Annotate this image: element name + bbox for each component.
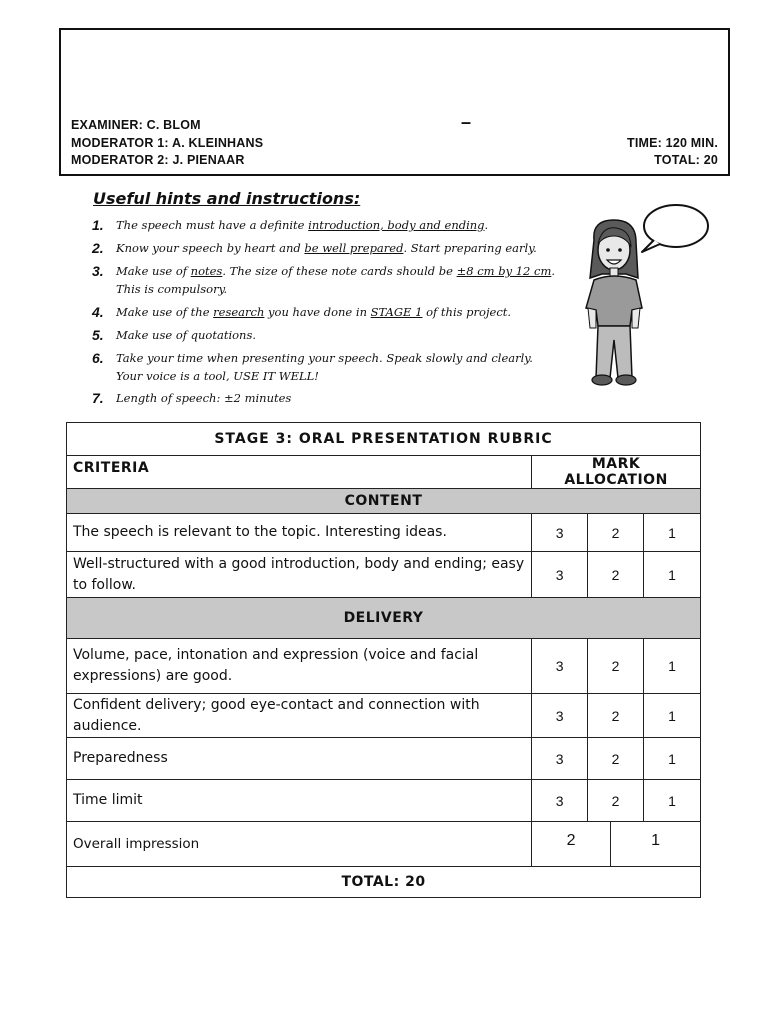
mark-cell: 3: [532, 780, 588, 822]
overall-marks-cell: [532, 822, 701, 867]
criteria-header: CRITERIA: [67, 456, 532, 489]
hint-text: Make use of the: [116, 305, 214, 319]
hints-title: Useful hints and instructions:: [93, 189, 361, 208]
hint-number: 3.: [92, 263, 104, 279]
mark-cell: 2: [588, 780, 644, 822]
total-text: TOTAL: 20: [654, 153, 718, 167]
rubric-table: [66, 422, 701, 898]
criterion-text: Overall impression: [67, 822, 532, 867]
hint-text: The speech must have a definite: [116, 218, 309, 232]
mark-cell: 2: [588, 552, 644, 598]
hint-text: . This is compulsory.: [116, 264, 556, 296]
mark-cell: 3: [532, 694, 588, 738]
hint-text: Know your speech by heart and: [116, 241, 305, 255]
header-dash: –: [461, 112, 472, 132]
hint-item-4: [92, 303, 562, 321]
section-delivery: DELIVERY: [67, 598, 701, 639]
table-row: [67, 694, 701, 738]
mark-cell: 2: [588, 694, 644, 738]
mark-cell: 2: [588, 639, 644, 694]
hint-text: . The size of these note cards should be: [222, 264, 457, 278]
header-box: [59, 28, 730, 176]
hint-text: Length of speech: ±2 minutes: [116, 391, 292, 405]
hint-number: 5.: [92, 327, 104, 343]
hint-number: 4.: [92, 304, 104, 320]
hint-text-underlined: research: [213, 305, 265, 319]
mark-cell: 1: [644, 780, 701, 822]
table-row: [67, 552, 701, 598]
rubric-title: STAGE 3: ORAL PRESENTATION RUBRIC: [67, 423, 701, 456]
hint-text: Make use of: [116, 264, 191, 278]
table-row: [67, 639, 701, 694]
moderator1-text: MODERATOR 1: A. KLEINHANS: [71, 136, 264, 150]
table-row: [67, 822, 701, 867]
hint-text: you have done in: [264, 305, 371, 319]
table-row: [67, 780, 701, 822]
mark-cell: 3: [532, 639, 588, 694]
hint-text: Make use of quotations.: [116, 328, 257, 342]
hint-number: 6.: [92, 350, 104, 366]
hint-text: .: [484, 218, 489, 232]
examiner-text: EXAMINER: C. BLOM: [71, 118, 201, 132]
mark-cell: 1: [644, 639, 701, 694]
criterion-text: Confident delivery; good eye-contact and connection with audience.: [67, 694, 532, 738]
hint-item-3: [92, 262, 562, 298]
hint-text: Take your time when presenting your speech. Speak slowly and clearly. Your voice is a tool, USE IT WELL!: [116, 351, 533, 383]
hint-text-underlined: introduction, body and ending: [308, 218, 485, 232]
hint-item-6: [92, 349, 542, 385]
mark-cell: 1: [644, 694, 701, 738]
mark-cell: 2: [588, 738, 644, 780]
criterion-text: The speech is relevant to the topic. Interesting ideas.: [67, 514, 532, 552]
hint-text-underlined: notes: [190, 264, 223, 278]
mark-cell: 2: [532, 822, 611, 866]
criterion-text: Well-structured with a good introduction, body and ending; easy to follow.: [67, 552, 532, 598]
mark-cell: 3: [532, 514, 588, 552]
mark-cell: 1: [644, 552, 701, 598]
mark-cell: 2: [588, 514, 644, 552]
speech-bubble-icon: [642, 205, 708, 252]
hint-number: 2.: [92, 240, 104, 256]
hint-number: 1.: [92, 217, 104, 233]
moderator2-text: MODERATOR 2: J. PIENAAR: [71, 153, 245, 167]
rubric-total: TOTAL: 20: [67, 867, 701, 898]
section-content: CONTENT: [67, 489, 701, 514]
hint-text: of this project.: [422, 305, 512, 319]
hint-text: . Start preparing early.: [403, 241, 537, 255]
mark-cell: 1: [644, 514, 701, 552]
hint-item-7: [92, 389, 562, 407]
cartoon-girl-illustration: [580, 200, 710, 390]
criterion-text: Preparedness: [67, 738, 532, 780]
mark-cell: 3: [532, 552, 588, 598]
mark-allocation-header: MARK ALLOCATION: [532, 456, 701, 489]
table-row: [67, 514, 701, 552]
hint-item-5: [92, 326, 562, 344]
criterion-text: Time limit: [67, 780, 532, 822]
hint-item-2: [92, 239, 562, 257]
criterion-text: Volume, pace, intonation and expression (voice and facial expressions) are good.: [67, 639, 532, 694]
table-row: [67, 738, 701, 780]
time-text: TIME: 120 MIN.: [626, 136, 718, 150]
mark-cell: 1: [644, 738, 701, 780]
mark-cell: 3: [532, 738, 588, 780]
hint-text-underlined: ±8 cm by 12 cm: [456, 264, 552, 278]
hint-item-1: [92, 216, 562, 234]
mark-cell: 1: [651, 832, 661, 849]
hint-text-underlined: be well prepared: [304, 241, 404, 255]
hint-number: 7.: [92, 390, 104, 406]
hint-text-underlined: STAGE 1: [370, 305, 423, 319]
